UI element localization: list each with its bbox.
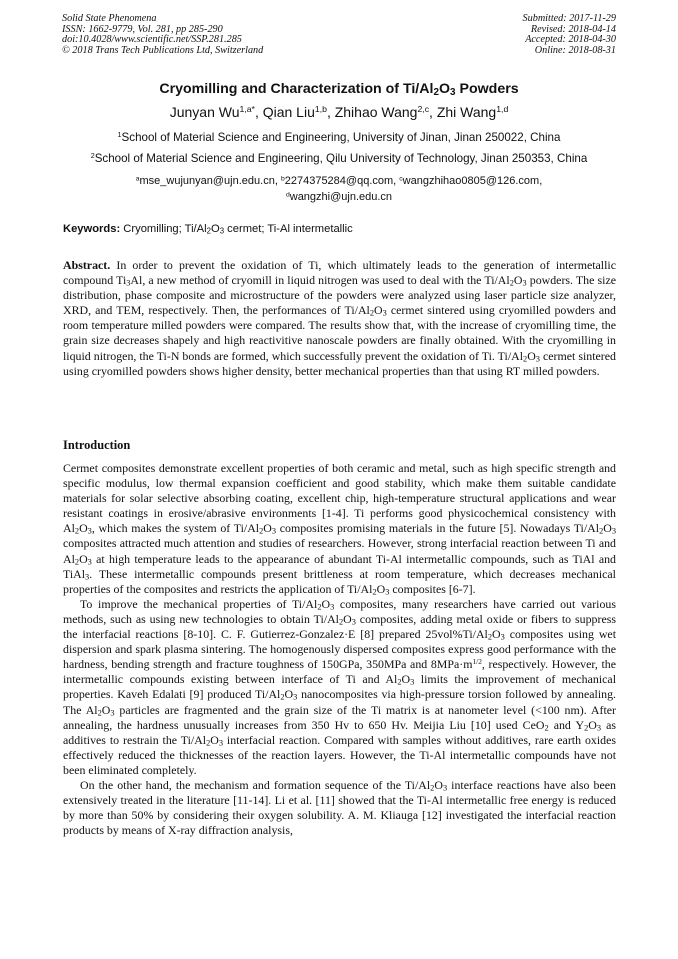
email-link[interactable]: 2274375284@qq.com, [284,175,400,187]
author-name: Qian Liu [262,104,315,120]
author-name: Zhi Wang [436,104,497,120]
publication-dates [523,14,616,56]
paragraph: Cermet composites demonstrate excellent properties of both ceramic and metal, such as high specific strength and specific modulus, low thermal expansion coefficient and good stability, which make them suitable candidate materials for solar selective absorbing coating, excellent chip, high-temperature structural applications and wear resistant coatings in erosive/abrasive environments [1-4]. Ti performs good physicochemical consistency with $Al_2O_3$, which makes the system of $Ti/Al_2O_3$ composites promising materials in the future [5]. Nowadays $Ti/Al_2O_3$ composites attracted much attention and studies of researchers. However, strong interfacial reaction between Ti and $Al_2O_3$ at high temperature leads to the appearance of abundant Ti-Al intermetallic compounds, such as TiAl and TiAl$_3$. These intermetallic compounds present brittleness at room temperature, which decreases mechanical properties of the composites and restricts the application of $Ti/Al_2O_3$ composites [6-7]. [63,461,616,597]
author-list: Junyan $Wu^{1,a*}$, Qian Liu$^{1,b}$, Zhihao Wang$^{2,c}$, Zhi Wang$^{1,d}$ [169,104,509,120]
journal-name: Solid State Phenomena [62,13,157,24]
paragraph: To improve the mechanical properties of $Ti/Al_2O_3$ composites, many researchers have carried out various methods, such as using new technologies to obtain $Ti/Al_2O_3$ composites, adding metal oxide or fibers to suppress the interfacial reactions [8-10]. C. F. Gutierrez-Gonzalez·E [8] prepared $25vol\%Ti/Al_2O_3$ composites using wet dispersion and spark plasma sintering. The homogenously dispersed composites express good performance with the hardness, bending strength and fracture toughness of 150GPa, 350MPa and $8MPa\cdot m^{1/2}$, respectively. However, the intermetallic compounds existing between interface of Ti and $Al_2O_3$ limits the improvement of mechanical properties. Kaveh Edalati [9] produced $Ti/Al_2O_3$ nanocomposites via high-pressure torsion followed by annealing. The $Al_2O_3$ particles are fragmented and the grain size of the Ti matrix is at nanometer level (<100 nm). After annealing, the hardness unusually increases from 350 Hv to 650 Hv. Meijia Liu [10] used CeO$_2$ and $Y_2O_3$ as additives to restrain the $Ti/Al_2O_3$ interfacial reaction. Compared with samples without additives, rare earth oxides effectively reduced the thicknesses of the reaction layers. However, the Ti-Al intermetallic compounds have not been eliminated completely. [63,596,617,777]
journal-doi[interactable]: doi:10.4028/www.scientific.net/SSP.281.285 [62,34,242,46]
author-name: Zhihao Wang [334,104,418,120]
affiliation-1: $^1$School of Material Science and Engineering, University of Jinan, Jinan 250022, China [117,130,561,144]
section-heading-introduction: Introduction [63,438,131,452]
affiliation-2: $^2$School of Material Science and Engineering, Qilu University of Technology, Jinan 250353, China [90,151,588,165]
journal-header [62,14,263,56]
paragraph: On the other hand, the mechanism and formation sequence of the $Ti/Al_2O_3$ interface reactions have also been extensively treated in the literature [11-14]. Li et al. [11] showed that the Ti-Al intermetallic free energy is reduced by more than 50% by considering their oxygen solubility. A. M. Kliauga [12] investigated the interfacial reaction products by means of X-ray diffraction analysis, [63,777,616,838]
paper-title: Cryomilling and Characterization of $Ti/Al_2O_3$ Powders [159,81,519,98]
email-link[interactable]: mse_wujunyan@ujn.edu.cn, [139,175,281,187]
abstract: Abstract. In order to prevent the oxidation of Ti, which ultimately leads to the generation of intermetallic compound $Ti_3Al$, a new method of cryomill in liquid nitrogen was used to deal with the $Ti/Al_2O_3$ powders. The size distribution, phase composite and microstructure of the powders were analyzed using laser particle size analyzer, XRD, and TEM, respectively. Then, the performances of $Ti/Al_2O_3$ cermet sintered using cryomilled powders and room temperature milled powders were compared. The results show that, with the increase of cryomilling time, the grain size decreases shapely and high reactivitive nanoscale powders are finally obtained. With the cryomilling in liquid nitrogen, the Ti-N bonds are formed, which successfully prevent the oxidation of Ti. $Ti/Al_2O_3$ cermet sintered using cryomilled powders shows higher density, better mechanical properties than that using RT milled powders. [63,258,617,378]
journal-issn: ISSN: 1662-9779, Vol. 281, pp 285-290 [62,23,223,35]
email-link[interactable]: wangzhi@ujn.edu.cn [289,191,393,203]
journal-copyright: © 2018 Trans Tech Publications Ltd, Switzerland [62,44,264,56]
keywords: Keywords: Cryomilling; $Ti/Al_2O_3$ cermet; Ti-Al intermetallic [63,223,353,236]
date-accepted: Accepted: 2018-04-30 [525,34,616,46]
abstract-label: Abstract. [63,258,111,272]
introduction-body [63,461,616,838]
keywords-label: Keywords: [63,223,121,235]
email-link[interactable]: wangzhihao0805@126.com, [402,175,543,187]
date-submitted: Submitted: 2017-11-29 [522,13,616,24]
date-revised: Revised: 2018-04-14 [530,23,616,35]
author-emails: $^a$mse_wujunyan@ujn.edu.cn, $^b$2274375284@qq.com, $^c$wangzhihao0805@126.com, $^d$wangzhi@ujn.edu.cn [135,175,543,203]
date-online: Online: 2018-08-31 [534,44,616,56]
author-name: Junyan Wu [169,104,240,120]
